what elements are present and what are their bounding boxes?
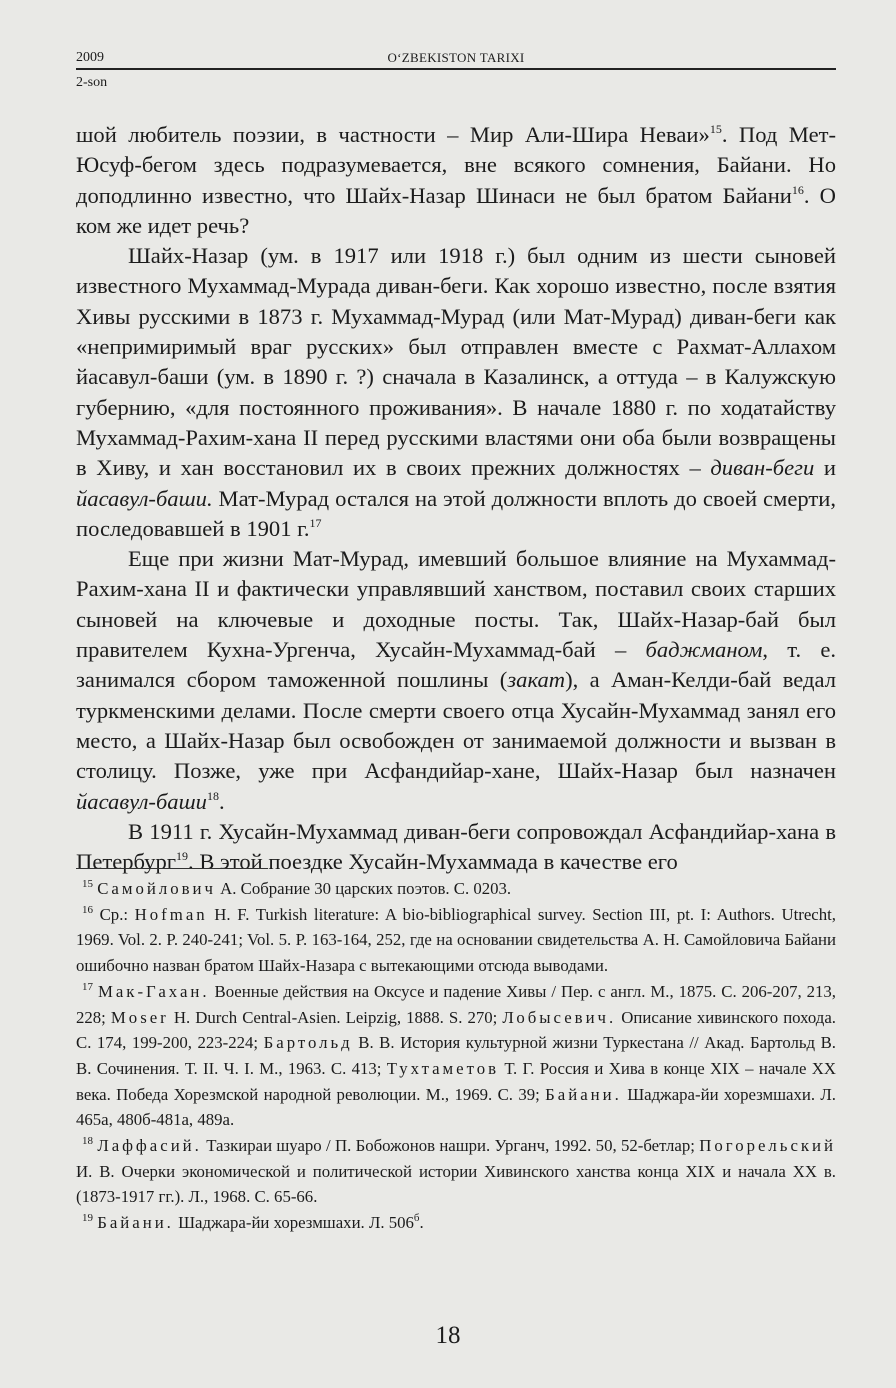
footnote-number: 16 — [82, 903, 93, 916]
text-span: . — [419, 1213, 424, 1233]
header-rule — [76, 68, 836, 70]
footnote-ref-18: 18 — [206, 788, 219, 803]
text-span: , т. е. занимался сбором таможенной пошлины ( — [76, 637, 836, 693]
author-name: Байани. — [97, 1213, 174, 1233]
footnotes — [76, 876, 836, 1236]
italic-term: баджманом — [645, 637, 763, 663]
page-number: 18 — [435, 1322, 461, 1349]
italic-term: диван-беги — [710, 455, 815, 481]
footnote-number: 18 — [82, 1135, 93, 1148]
footnote-ref-19: 19 — [176, 849, 189, 864]
text-span: В. В. История культурной жизни Туркестана // Акад. Бартольд В. В. Сочинения. Т. II. Ч. I. М., 1963. С. 413; — [76, 1033, 836, 1078]
author-name: Hofman — [134, 904, 208, 924]
author-name: Лаффасий. — [97, 1136, 202, 1156]
text-span: Мат-Мурад остался на этой должности вплоть до своей смерти, последовавшей в 1901 г. — [76, 485, 836, 541]
text-span: H. Durch Central-Asien. Leipzig, 1888. S. 270; — [168, 1007, 503, 1027]
text-span: . В этой поездке Хусайн-Мухаммада в качестве его — [188, 849, 678, 875]
text-span: И. В. Очерки экономической и политической истории Хивинского ханства конца XIX и начала XX в. (1873-1917 гг.). Л., 1968. С. 65-66. — [76, 1161, 836, 1207]
text-span: Еще при жизни Мат-Мурад, имевший большое влияние на Мухаммад-Рахим-хана II и фактически управлявший ханством, поставил своих старших сыновей на ключевые и доходные посты. Так, Шайх-Назар-бай был правителем Кухна-Ургенча, Хусайн-Мухаммад-бай – — [76, 546, 836, 663]
footnote-number: 19 — [82, 1212, 93, 1225]
text-span: А. Собрание 30 царских поэтов. С. 0203. — [215, 879, 512, 898]
author-name: Погорельский — [699, 1136, 837, 1156]
footnote-number: 17 — [82, 980, 93, 993]
paragraph-3 — [76, 544, 836, 817]
text-span: Военные действия на Оксусе и падение Хивы / Пер. с англ. М., 1875. С. 206-207, 213, 228; — [76, 981, 836, 1027]
author-name: Бартольд — [263, 1033, 353, 1053]
author-name: Лобысевич. — [502, 1007, 617, 1027]
footnote-17 — [76, 979, 836, 1133]
header-year: 2009 — [76, 50, 104, 65]
text-span: и — [814, 455, 836, 481]
footnote-19 — [76, 1210, 836, 1236]
author-name: Мак-Гахан. — [97, 981, 210, 1001]
footnote-ref-15: 15 — [709, 122, 722, 136]
footnote-16 — [76, 902, 836, 979]
text-span: . — [218, 788, 225, 814]
italic-term: йасавул-баши — [76, 788, 207, 814]
text-span: . Под Мет-Юсуф-бегом здесь подразумевается, вне всякого сомнения, Байани. Но доподлинно известно, что Шайх-Назар Шинаси не был братом Байани — [76, 122, 836, 208]
text-span: Описание хивинского похода. С. 174, 199-200, 223-224; — [76, 1007, 836, 1053]
text-span: Шайх-Назар (ум. в 1917 или 1918 г.) был одним из шести сыновей известного Мухаммад-Мурада диван-беги. Как хорошо известно, после взятия Хивы русскими в 1873 г. Мухаммад-Мурад (или Мат-Мурад) диван-беги как «непримиримый враг русских» был отправлен вместе с Рахмат-Аллахом йасавул-баши (ум. в 1890 г. ?) сначала в Казалинск, а оттуда – в Калужскую губернию, «для постоянного проживания». В начале 1880 г. по ходатайству Мухаммад-Рахим-хана II перед русскими властями они оба были возвращены в Хиву, и хан восстановил их в своих прежних должностях – — [76, 243, 836, 481]
text-span: Тазкираи шуаро / П. Бобожонов нашри. Урганч, 1992. 50, 52-бетлар; — [201, 1136, 700, 1156]
footnote-number: 15 — [82, 878, 93, 890]
running-header — [76, 48, 836, 70]
text-span: Т. Г. Россия и Хива в конце XIX – начале XX века. Победа Хорезмской народной революции. М., 1969. С. 39; — [76, 1058, 837, 1104]
author-name: Самойлович — [97, 879, 216, 898]
footnote-18 — [76, 1133, 836, 1210]
author-name: Moser — [110, 1007, 169, 1027]
text-span: Шаджара-йи хорезмшахи. Л. 506 — [173, 1213, 414, 1233]
paragraph-1 — [76, 120, 836, 241]
italic-term: йасавул-баши. — [76, 485, 213, 511]
text-span: ), а Аман-Келди-бай ведал туркменскими делами. После смерти своего отца Хусайн-Мухаммад занял его место, а Шайх-Назар был освобожден от занимаемой должности и вызван в столицу. Позже, уже при Асфандийар-хане, Шайх-Назар был назначен — [76, 667, 837, 784]
text-span: . О ком же идет речь? — [76, 182, 836, 238]
paragraph-2 — [76, 241, 836, 544]
text-span: шой любитель поэзии, в частности – Мир Али-Шира Неваи» — [76, 122, 710, 147]
italic-term: закат — [507, 667, 566, 693]
header-journal-title: O‘ZBEKISTON TARIXI — [387, 50, 525, 65]
text-span: Шаджара-йи хорезмшахи. Л. 465а, 480б-481а, 489а. — [76, 1084, 836, 1130]
footnote-ref-17: 17 — [309, 515, 322, 530]
main-text — [76, 120, 836, 877]
superscript: б — [413, 1212, 420, 1225]
header-issue: 2-son — [76, 75, 108, 90]
footnote-separator — [76, 868, 268, 869]
author-name: Тухтаметов — [386, 1058, 500, 1078]
text-span: В 1911 г. Хусайн-Мухаммад диван-беги сопровождал Асфандийар-хана в Петербург — [76, 818, 836, 875]
text-span: Ср.: — [93, 904, 135, 924]
text-span: H. F. Turkish literature: A bio-bibliographical survey. Section III, pt. I: Authors. Utrecht, 1969. Vol. 2. P. 240-241; Vol. 5. P. 163-164, 252, где на основании свидетельства А. Н. Самойловича Байани ошибочно назван братом Шайх-Назара с вытекающими отсюда выводами. — [76, 904, 836, 976]
footnote-15 — [76, 876, 836, 902]
footnote-ref-16: 16 — [791, 182, 804, 197]
author-name: Байани. — [545, 1084, 622, 1104]
